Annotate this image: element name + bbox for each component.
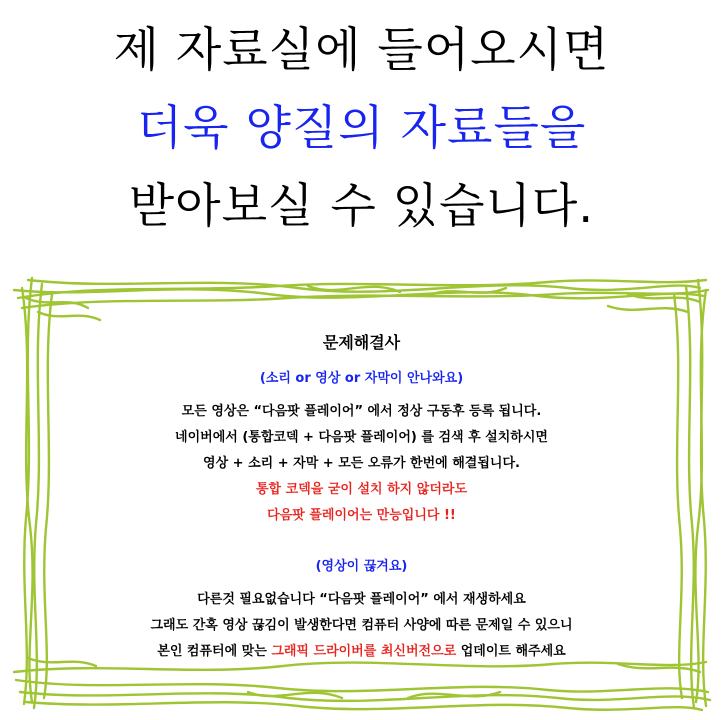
headline-line-2: 더욱 양질의 자료들을 <box>136 101 587 156</box>
headline-line-3: 받아보실 수 있습니다. <box>128 179 595 234</box>
section2-last-line-highlight: 그래픽 드라이버를 최신버전으로 <box>271 644 457 659</box>
headline-line-1: 제 자료실에 들어오시면 <box>113 23 610 78</box>
section-spacer <box>40 529 683 555</box>
panel-title: 문제해결사 <box>322 333 401 352</box>
section1-red-line-2: 다음팟 플레이어는 만능입니다 !! <box>267 508 456 523</box>
section1-red-line-1: 통합 코덱을 굳이 설치 하지 않더라도 <box>256 482 467 497</box>
section1-line-3: 영상 + 소리 + 자막 + 모든 오류가 한번에 해결됩니다. <box>203 456 520 471</box>
info-panel <box>40 330 683 665</box>
section2-line-2: 그래도 간혹 영상 끊김이 발생한다면 컴퓨터 사양에 따른 문제일 수 있으니 <box>150 618 573 633</box>
section2-subtitle: (영상이 끊겨요) <box>315 559 408 574</box>
section2-last-line <box>40 639 683 665</box>
section2-line-1: 다른것 필요없습니다 “다음팟 플레이어” 에서 재생하세요 <box>197 592 526 607</box>
section2-last-line-prefix: 본인 컴퓨터에 맞는 <box>157 644 272 659</box>
section1-subtitle: (소리 or 영상 or 자막이 안나와요) <box>259 371 464 386</box>
section2-last-line-suffix: 업데이트 해주세요 <box>456 644 566 659</box>
headline-block <box>0 12 723 246</box>
section1-line-1: 모든 영상은 “다음팟 플레이어” 에서 정상 구동후 등록 됩니다. <box>181 404 542 419</box>
section1-line-2: 네이버에서 (통합코덱 + 다음팟 플레이어) 를 검색 후 설치하시면 <box>175 430 548 445</box>
